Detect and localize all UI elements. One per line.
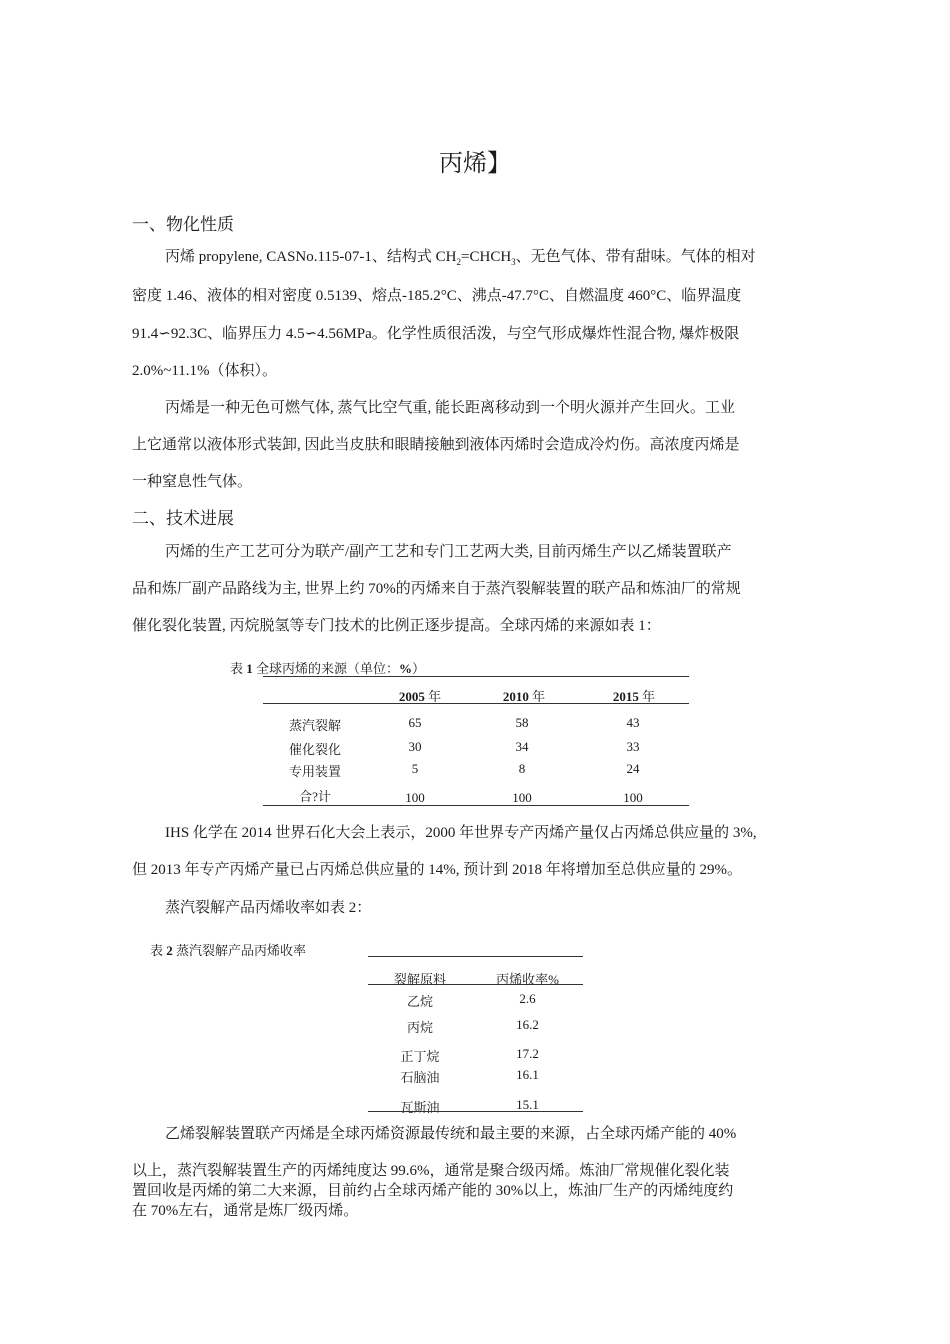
paragraph-line: 置回收是丙烯的第二大来源，目前约占全球丙烯产能的 30%以上，炼油厂生产的丙烯纯度约 bbox=[132, 1183, 734, 1199]
table1-cell: 65 bbox=[408, 715, 422, 730]
table1-caption: 表 1 全球丙烯的来源（单位：%） bbox=[230, 661, 426, 676]
table2-cell: 16.2 bbox=[516, 1017, 539, 1032]
table1-header: 2015 年 bbox=[612, 689, 656, 704]
paragraph-line: 上它通常以液体形式装卸, 因此当皮肤和眼睛接触到液体丙烯时会造成冷灼伤。高浓度丙烯是 bbox=[132, 437, 740, 453]
paragraph-line: 丙烯的生产工艺可分为联产/副产工艺和专门工艺两大类, 目前丙烯生产以乙烯装置联产 bbox=[165, 544, 732, 560]
table2-row-label: 石脑油 bbox=[400, 1070, 440, 1085]
table1-cell: 24 bbox=[626, 761, 640, 776]
table1-row-label: 蒸汽裂解 bbox=[288, 718, 341, 733]
paragraph-line: 91.4∽92.3C、临界压力 4.5∽4.56MPa。化学性质很活泼，与空气形成爆炸性混合物, 爆炸极限 bbox=[132, 326, 740, 342]
section-heading-technology: 二、技术进展 bbox=[132, 509, 234, 528]
table1-bottom-rule bbox=[263, 805, 689, 806]
paragraph-line: 密度 1.46、液体的相对密度 0.5139、熔点-185.2°C、沸点-47.7°C、自燃温度 460°C、临界温度 bbox=[132, 288, 742, 304]
table2-header: 裂解原料 bbox=[393, 972, 446, 987]
table1-top-rule bbox=[263, 676, 689, 677]
paragraph-line: 丙烯 propylene, CASNo.115-07-1、结构式 $CH_2=CHCH_3$、无色气体、带有甜味。气体的相对 bbox=[165, 249, 756, 267]
table2-caption: 表 2 蒸汽裂解产品丙烯收率 bbox=[150, 943, 307, 958]
table2-top-rule bbox=[368, 956, 583, 957]
table1-header-rule bbox=[263, 703, 689, 704]
paragraph-line: 2.0%~11.1%（体积）。 bbox=[132, 363, 278, 379]
table1-cell: 8 bbox=[518, 761, 526, 776]
table1-row-label: 催化裂化 bbox=[288, 742, 341, 757]
table1-cell: 43 bbox=[626, 715, 640, 730]
table2-row-label: 乙烷 bbox=[406, 994, 433, 1009]
table2-cell: 17.2 bbox=[516, 1046, 539, 1061]
table2-bottom-rule bbox=[368, 1111, 583, 1112]
table2-cell: 16.1 bbox=[516, 1067, 539, 1082]
paragraph-line: 乙烯裂解装置联产丙烯是全球丙烯资源最传统和最主要的来源，占全球丙烯产能的 40% bbox=[165, 1126, 737, 1142]
table1-cell: 100 bbox=[623, 790, 643, 805]
table2-header: 丙烯收率% bbox=[496, 972, 559, 987]
paragraph-line: 但 2013 年专产丙烯产量已占丙烯总供应量的 14%, 预计到 2018 年将增加至总供应量的 29%。 bbox=[132, 862, 742, 878]
table2-row-label: 正丁烷 bbox=[400, 1049, 440, 1064]
document-title: 丙烯】 bbox=[439, 151, 511, 177]
table2-header-rule bbox=[368, 984, 583, 985]
table1-cell: 30 bbox=[408, 739, 422, 754]
table1-cell: 58 bbox=[515, 715, 529, 730]
table1-cell: 100 bbox=[512, 790, 532, 805]
paragraph-line: IHS 化学在 2014 世界石化大会上表示，2000 年世界专产丙烯产量仅占丙烯总供应量的 3%, bbox=[165, 825, 757, 841]
paragraph-line: 催化裂化装置, 丙烷脱氢等专门技术的比例正逐步提高。全球丙烯的来源如表 1： bbox=[132, 618, 661, 634]
paragraph-line: 丙烯是一种无色可燃气体, 蒸气比空气重, 能长距离移动到一个明火源并产生回火。工业 bbox=[165, 400, 736, 416]
paragraph-line: 品和炼厂副产品路线为主, 世界上约 70%的丙烯来自于蒸汽裂解装置的联产品和炼油厂的常规 bbox=[132, 581, 741, 597]
table2-cell: 2.6 bbox=[519, 991, 536, 1006]
table1-header: 2010 年 bbox=[502, 689, 546, 704]
table1-cell: 100 bbox=[405, 790, 425, 805]
paragraph-line: 以上，蒸汽裂解装置生产的丙烯纯度达 99.6%，通常是聚合级丙烯。炼油厂常规催化裂化装 bbox=[132, 1163, 730, 1179]
paragraph-line: 在 70%左右，通常是炼厂级丙烯。 bbox=[132, 1203, 359, 1219]
table2-row-label: 瓦斯油 bbox=[400, 1100, 440, 1115]
table2-row-label: 丙烷 bbox=[406, 1020, 433, 1035]
table2-cell: 15.1 bbox=[516, 1097, 539, 1112]
table1-header: 2005 年 bbox=[398, 689, 442, 704]
table1-row-label: 合?计 bbox=[299, 789, 331, 804]
table1-cell: 34 bbox=[515, 739, 529, 754]
paragraph-line: 一种窒息性气体。 bbox=[132, 474, 253, 490]
table1-cell: 33 bbox=[626, 739, 640, 754]
table1-cell: 5 bbox=[411, 761, 419, 776]
section-heading-properties: 一、物化性质 bbox=[132, 215, 234, 234]
table1-row-label: 专用装置 bbox=[288, 764, 341, 779]
paragraph-line: 蒸汽裂解产品丙烯收率如表 2： bbox=[165, 900, 372, 916]
